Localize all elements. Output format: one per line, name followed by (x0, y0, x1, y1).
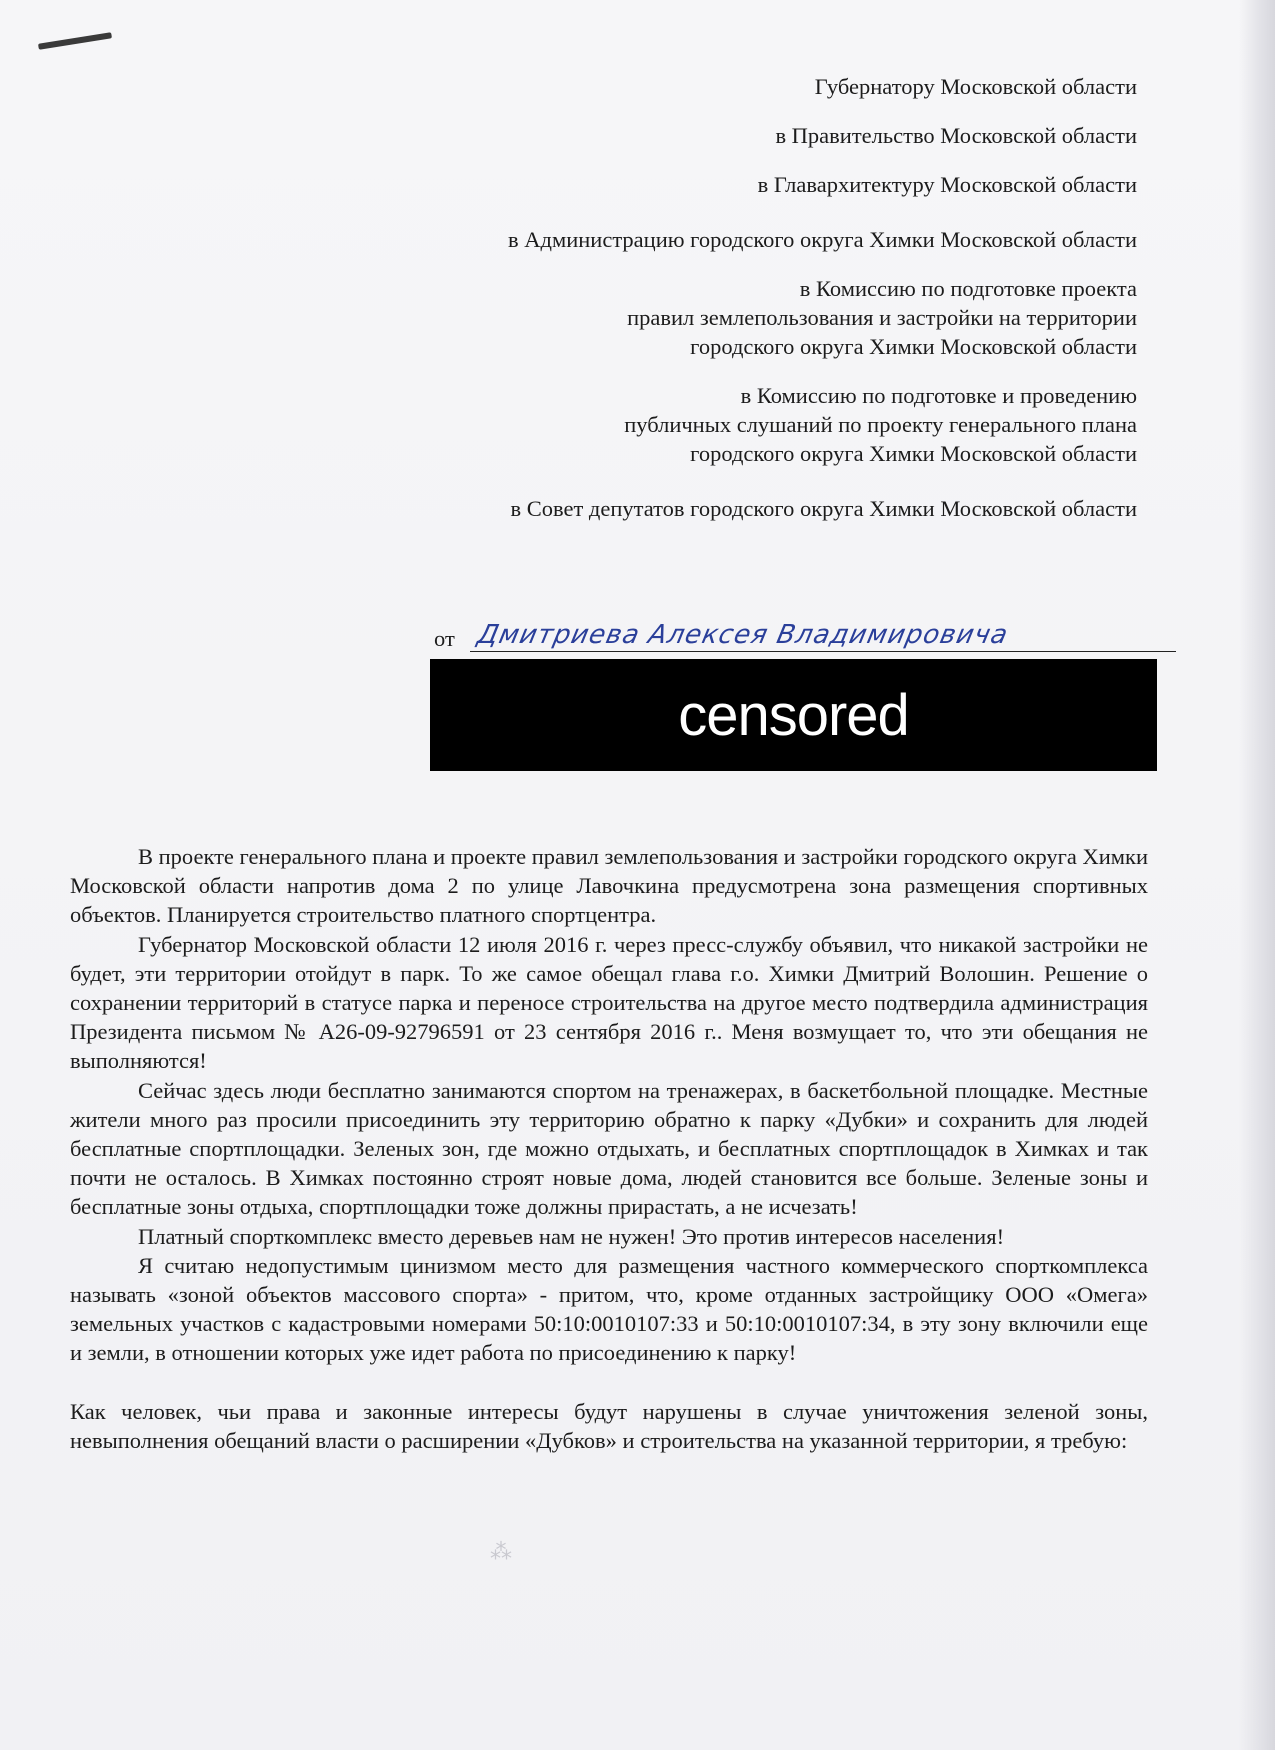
paragraph-6: Как человек, чьи права и законные интересы будут нарушены в случае уничтожения зеленой зоны, невыполнения обещаний власти о расширении «Дубков» и строительства на указанной территории, я требую: (70, 1398, 1148, 1453)
paragraph-5: Я считаю недопустимым цинизмом место для размещения частного коммерческого спорткомплекса называть «зоной объектов массового спорта» - притом, что, кроме отданных застройщику ООО «Омега» земельных участков с кадастровыми номерами 50:10:0010107:33 и 50:10:0010107:34, в эту зону включили еще и земли, в отношении которых уже идет работа по присоединению к парку! (70, 1252, 1148, 1366)
paragraph-3: Сейчас здесь люди бесплатно занимаются спортом на тренажерах, в баскетбольной площадке. Местные жители много раз просили присоединить эту территорию обратно к парку «Дубки» и сохранить для людей бесплатные спортплощадки. Зеленых зон, где можно отдыхать, и бесплатных спортплощадок в Химках и так почти не осталось. В Химках постоянно строят новые дома, людей становится все больше. Зеленые зоны и бесплатные зоны отдыха, спортплощадки тоже должны прирастать, а не исчезать! (70, 1077, 1148, 1220)
addressee-commission-hearings-3: городского округа Химки Московской области (690, 441, 1137, 466)
pen-mark (38, 32, 112, 50)
sender-line (434, 620, 1142, 652)
addressee-commission-rules-3: городского округа Химки Московской области (690, 334, 1137, 359)
censored-block: censored (430, 659, 1157, 771)
page-edge-shadow (1239, 0, 1275, 1750)
addressee-commission-hearings-1: в Комиссию по подготовке и проведению (740, 383, 1137, 408)
letter-body (70, 842, 1148, 1455)
faint-stamp-mark: ⁂ (490, 1540, 512, 1565)
addressee-council: в Совет депутатов городского округа Химки Московской области (510, 496, 1137, 521)
paragraph-1: В проекте генерального плана и проекте правил землепользования и застройки городского округа Химки Московской области напротив дома 2 по улице Лавочкина предусмотрена зона размещения спортивных объектов. Планируется строительство платного спортцентра. (70, 844, 1148, 928)
addressee-commission-hearings-2: публичных слушаний по проекту генерального плана (624, 412, 1137, 437)
addressee-block (237, 72, 1137, 523)
addressee-commission-rules-2: правил землепользования и застройки на территории (627, 305, 1137, 330)
sender-underline (470, 651, 1176, 652)
addressee-governor: Губернатору Московской области (814, 74, 1137, 99)
addressee-commission-rules-1: в Комиссию по подготовке проекта (799, 276, 1137, 301)
sender-handwritten-name: Дмитриева Алексея Владимировича (474, 620, 1012, 650)
paragraph-2: Губернатор Московской области 12 июля 2016 г. через пресс-службу объявил, что никакой застройки не будет, эти территории отойдут в парк. То же самое обещал глава г.о. Химки Дмитрий Волошин. Решение о сохранении территорий в статусе парка и переносе строительства на другое место подтвердила администрация Президента письмом № А26-09-92796591 от 23 сентября 2016 г.. Меня возмущает то, что эти обещания не выполняются! (70, 931, 1148, 1074)
paragraph-4: Платный спорткомплекс вместо деревьев нам не нужен! Это против интересов населения! (138, 1223, 1005, 1249)
sender-from-label: от (434, 626, 455, 651)
addressee-administration: в Администрацию городского округа Химки Московской области (508, 227, 1137, 252)
addressee-government: в Правительство Московской области (775, 123, 1137, 148)
addressee-glavarkhitektura: в Главархитектуру Московской области (757, 172, 1137, 197)
